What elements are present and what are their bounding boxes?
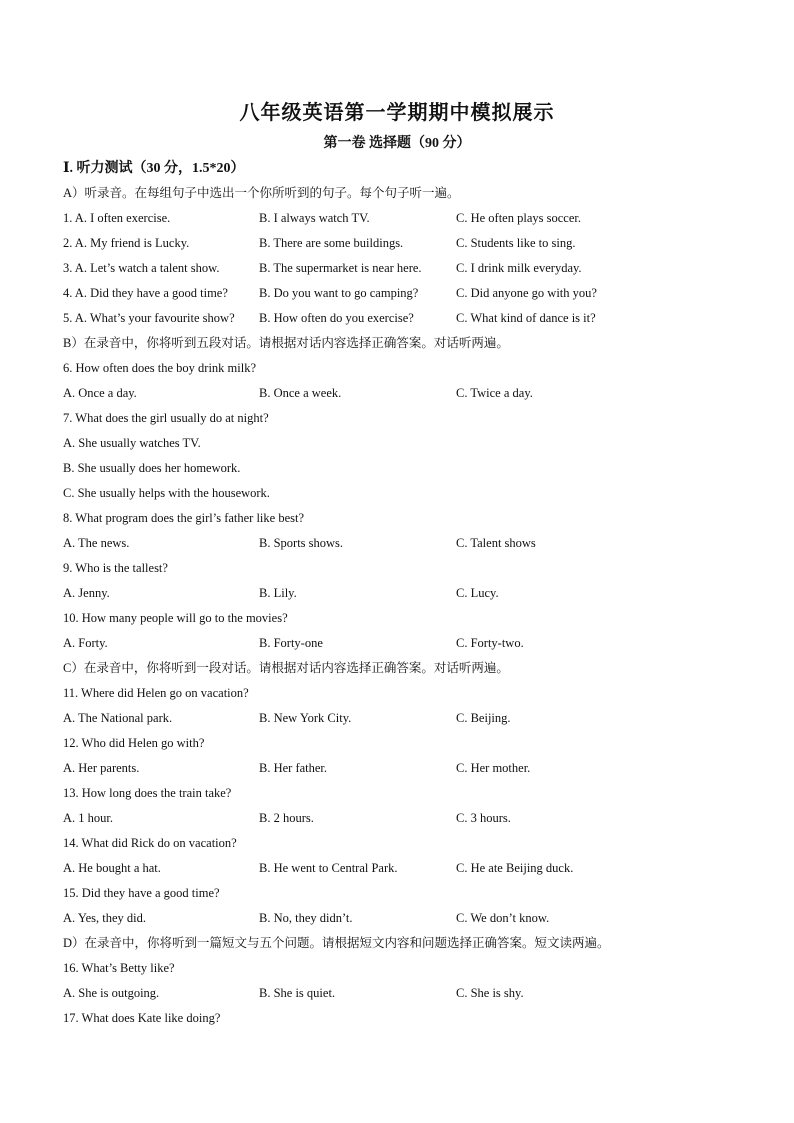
option-a: A. She is outgoing.: [63, 986, 160, 1000]
option-b: B. There are some buildings.: [259, 236, 404, 250]
question-text: 15. Did they have a good time?: [63, 886, 220, 900]
option-b: B. 2 hours.: [259, 811, 314, 825]
section-heading: Ⅰ. 听力测试（30 分，1.5*20）: [63, 161, 245, 176]
page-title: 八年级英语第一学期期中模拟展示: [239, 102, 555, 124]
exam-content: [63, 156, 743, 1031]
option-b: B. Lily.: [259, 586, 297, 600]
part-d-instruction: D）在录音中，你将听到一篇短文与五个问题。请根据短文内容和问题选择正确答案。短文读两遍。: [63, 936, 610, 950]
option-b: B. The supermarket is near here.: [259, 261, 422, 275]
question-row: [63, 231, 743, 256]
option-c: C. We don’t know.: [456, 911, 550, 925]
option-c: C. Beijing.: [456, 711, 511, 725]
option-b: B. Do you want to go camping?: [259, 286, 419, 300]
options-row: [63, 981, 743, 1006]
option-a: 3. A. Let’s watch a talent show.: [63, 261, 220, 275]
part-c-instruction: C）在录音中，你将听到一段对话。请根据对话内容选择正确答案。对话听两遍。: [63, 661, 509, 675]
options-row: [63, 706, 743, 731]
question-text: 12. Who did Helen go with?: [63, 736, 205, 750]
option-a: 4. A. Did they have a good time?: [63, 286, 228, 300]
option-c: C. Students like to sing.: [456, 236, 576, 250]
option-c: C. Forty-two.: [456, 636, 524, 650]
page-subtitle: 第一卷 选择题（90 分）: [323, 136, 471, 151]
option-a: 2. A. My friend is Lucky.: [63, 236, 190, 250]
option-c: C. He often plays soccer.: [456, 211, 581, 225]
option-c: C. She usually helps with the housework.: [63, 486, 270, 500]
option-b: B. She is quiet.: [259, 986, 336, 1000]
option-a: A. Yes, they did.: [63, 911, 146, 925]
options-row: [63, 631, 743, 656]
option-b: B. He went to Central Park.: [259, 861, 398, 875]
option-c: C. Talent shows: [456, 536, 536, 550]
question-text: 13. How long does the train take?: [63, 786, 232, 800]
option-c: C. Her mother.: [456, 761, 531, 775]
question-text: 14. What did Rick do on vacation?: [63, 836, 237, 850]
option-a: A. The news.: [63, 536, 130, 550]
options-row: [63, 531, 743, 556]
option-a: 1. A. I often exercise.: [63, 211, 171, 225]
question-text: 10. How many people will go to the movies?: [63, 611, 288, 625]
option-c: C. I drink milk everyday.: [456, 261, 582, 275]
option-b: B. No, they didn’t.: [259, 911, 353, 925]
question-text: 11. Where did Helen go on vacation?: [63, 686, 249, 700]
options-row: [63, 581, 743, 606]
option-a: A. She usually watches TV.: [63, 436, 201, 450]
options-row: [63, 856, 743, 881]
part-a-instruction: A）听录音。在每组句子中选出一个你所听到的句子。每个句子听一遍。: [63, 186, 460, 200]
option-b: B. I always watch TV.: [259, 211, 370, 225]
question-row: [63, 281, 743, 306]
options-row: [63, 806, 743, 831]
option-b: B. How often do you exercise?: [259, 311, 414, 325]
options-row: [63, 756, 743, 781]
question-row: [63, 256, 743, 281]
question-row: [63, 206, 743, 231]
option-c: C. He ate Beijing duck.: [456, 861, 574, 875]
option-a: A. He bought a hat.: [63, 861, 161, 875]
options-row: [63, 381, 743, 406]
question-text: 8. What program does the girl’s father like best?: [63, 511, 305, 525]
question-text: 16. What’s Betty like?: [63, 961, 175, 975]
option-a: 5. A. What’s your favourite show?: [63, 311, 235, 325]
option-b: B. She usually does her homework.: [63, 461, 241, 475]
option-a: A. Forty.: [63, 636, 108, 650]
option-a: A. Her parents.: [63, 761, 140, 775]
option-b: B. Sports shows.: [259, 536, 344, 550]
part-b-instruction: B）在录音中，你将听到五段对话。请根据对话内容选择正确答案。对话听两遍。: [63, 336, 509, 350]
option-c: C. Twice a day.: [456, 386, 533, 400]
option-a: A. Jenny.: [63, 586, 110, 600]
question-text: 6. How often does the boy drink milk?: [63, 361, 257, 375]
question-text: 9. Who is the tallest?: [63, 561, 168, 575]
option-c: C. 3 hours.: [456, 811, 511, 825]
option-a: A. 1 hour.: [63, 811, 113, 825]
option-c: C. Did anyone go with you?: [456, 286, 597, 300]
option-b: B. Her father.: [259, 761, 328, 775]
option-a: A. Once a day.: [63, 386, 137, 400]
option-c: C. She is shy.: [456, 986, 524, 1000]
option-a: A. The National park.: [63, 711, 173, 725]
option-c: C. Lucy.: [456, 586, 499, 600]
option-b: B. New York City.: [259, 711, 352, 725]
option-c: C. What kind of dance is it?: [456, 311, 596, 325]
option-b: B. Forty-one: [259, 636, 323, 650]
question-text: 7. What does the girl usually do at night?: [63, 411, 269, 425]
option-b: B. Once a week.: [259, 386, 342, 400]
question-text: 17. What does Kate like doing?: [63, 1011, 221, 1025]
options-row: [63, 906, 743, 931]
question-row: [63, 306, 743, 331]
